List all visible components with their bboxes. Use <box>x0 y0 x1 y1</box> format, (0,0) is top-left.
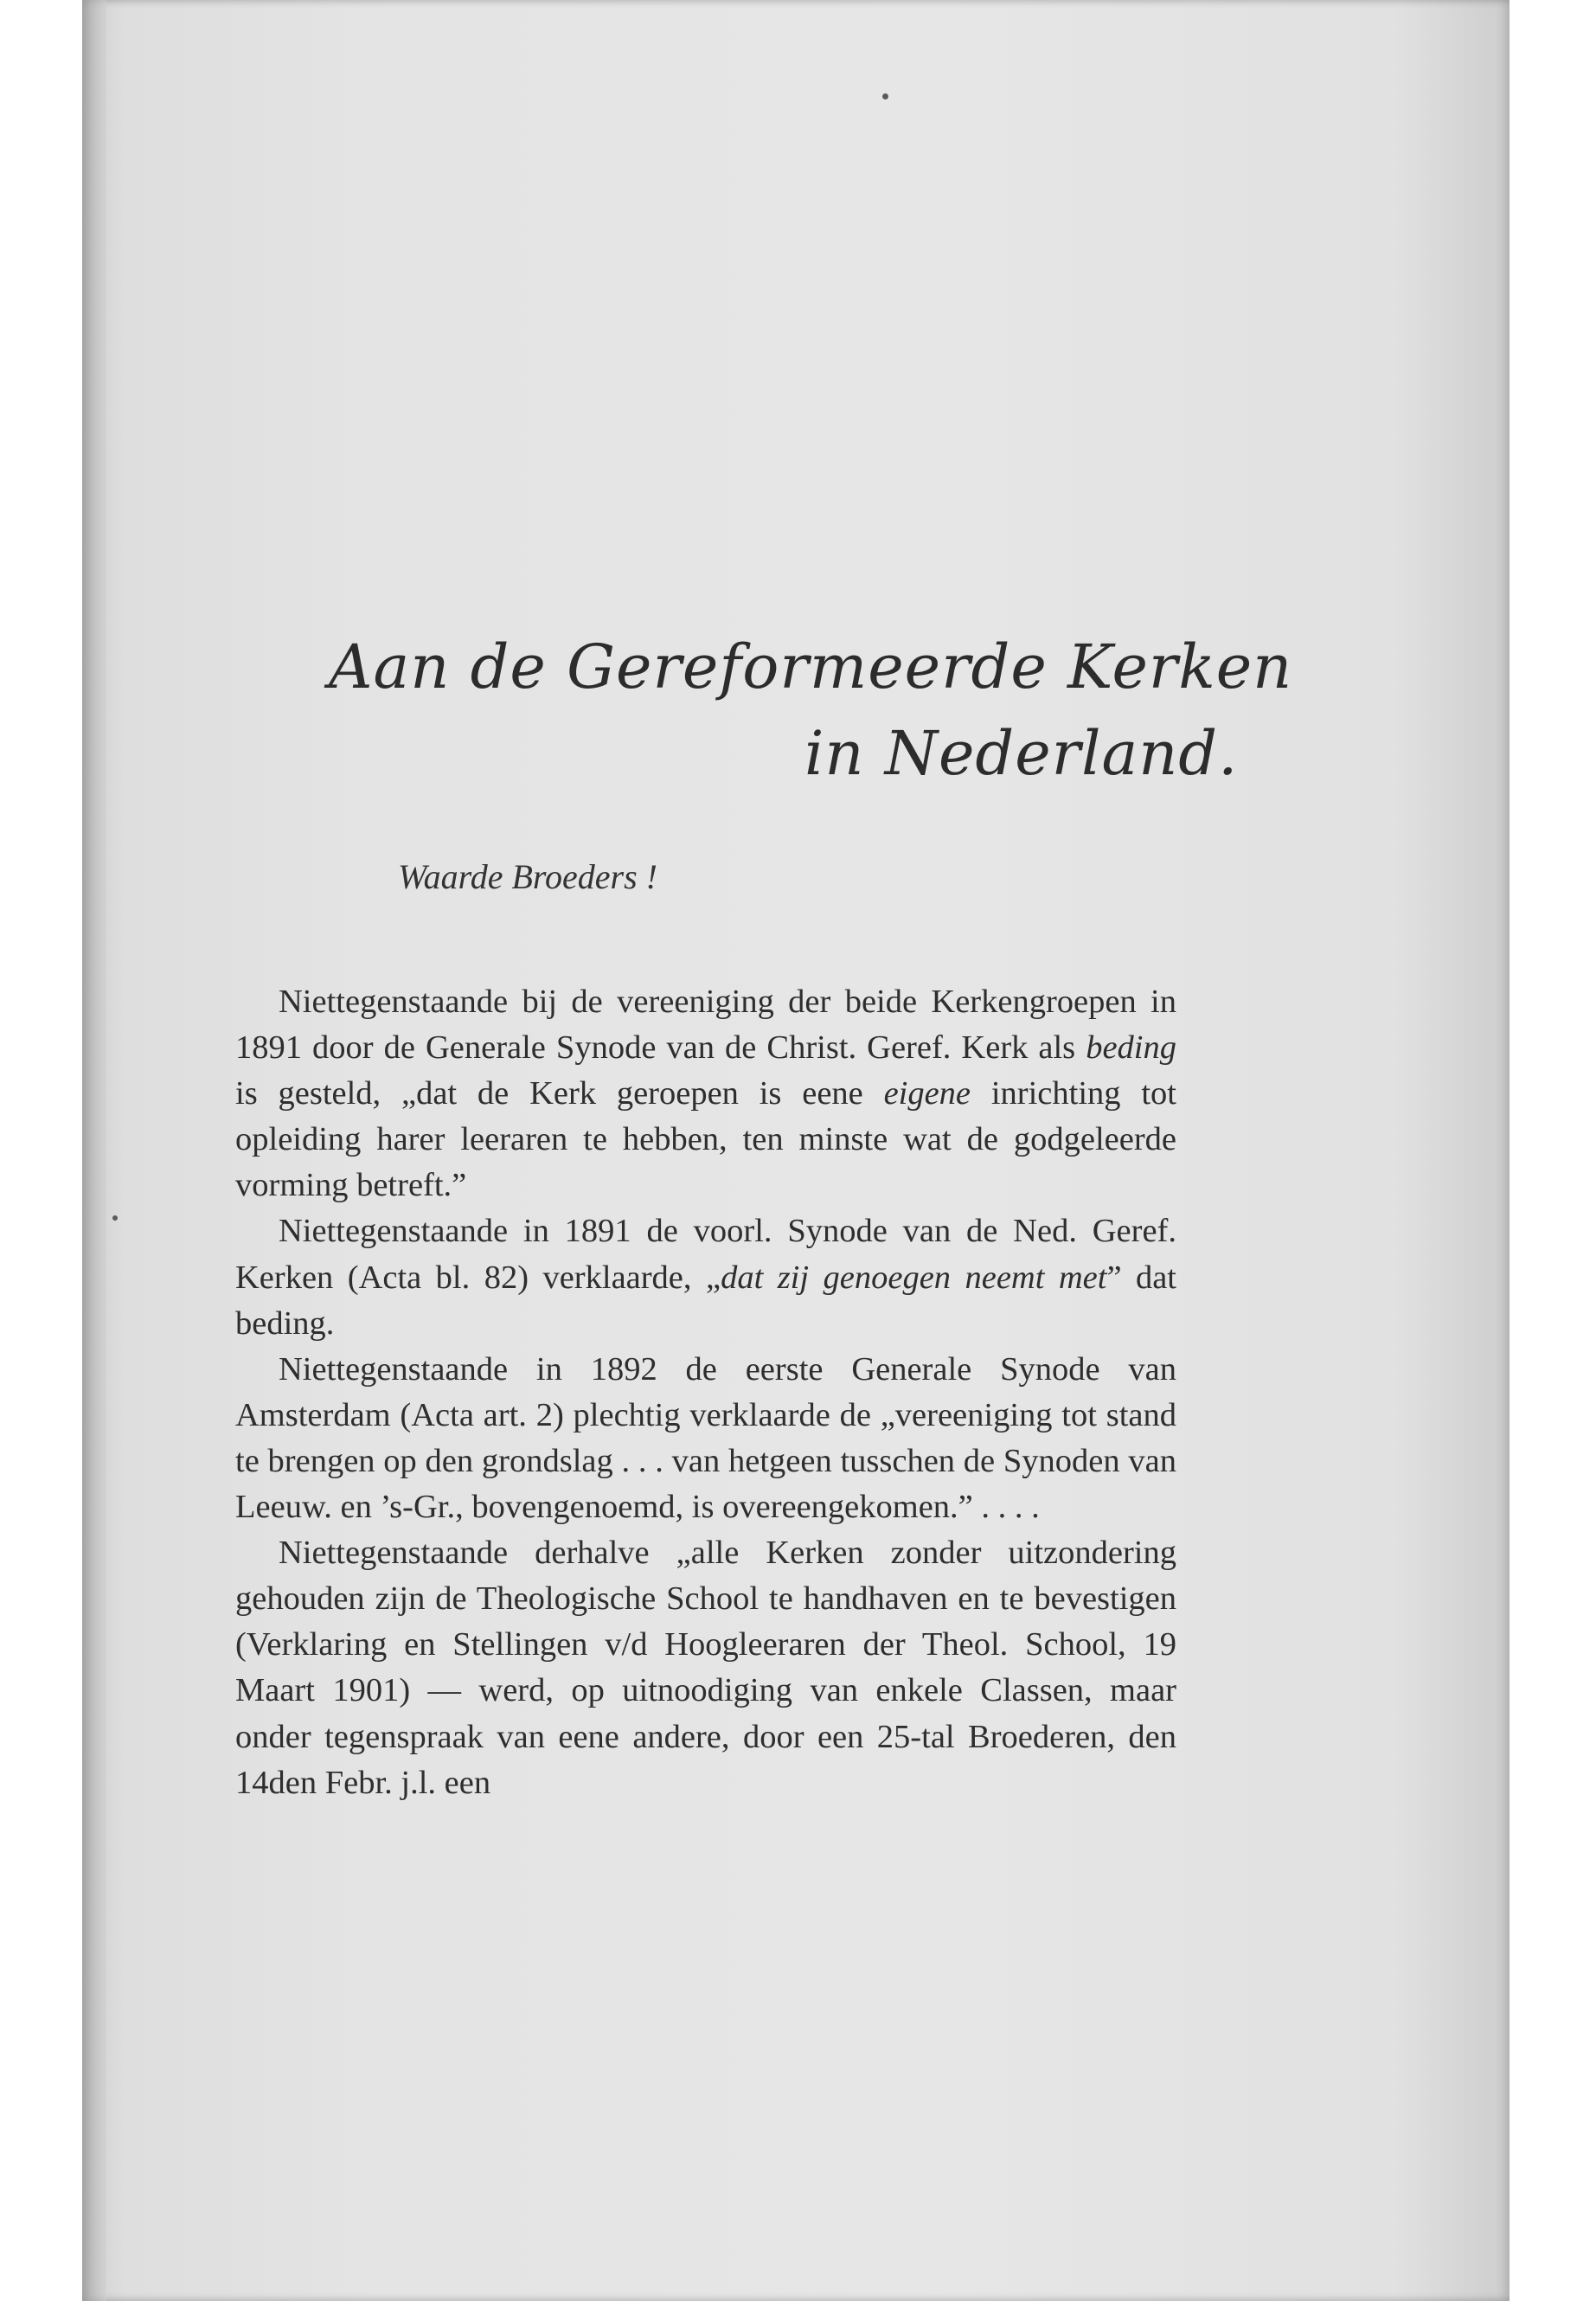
letter-body <box>235 979 1176 1806</box>
salutation: Waarde Broeders ! <box>398 857 657 896</box>
page-binding-shadow <box>82 0 106 2301</box>
paper-speck <box>112 1215 118 1221</box>
paragraph-3: Niettegenstaande in 1892 de eerste Generale Synode van Amsterdam (Acta art. 2) plechtig verklaarde de „vereeniging tot stand te brengen op den grondslag . . . van hetgeen tusschen de Synoden van Leeuw. en ’s-Gr., bovengenoemd, is overeengekomen.” . . . . <box>235 1350 1176 1526</box>
paper-speck <box>882 93 888 99</box>
letter-heading-line-2: in Nederland. <box>804 718 1239 789</box>
paragraph-1: Niettegenstaande bij de vereeniging der beide Kerkengroepen in 1891 door de Generale Synode van de Christ. Geref. Kerk als beding is gesteld, „dat de Kerk geroepen is eene eigene inrichting tot opleiding harer leeraren te hebben, ten minste wat de godgeleerde vorming betreft.” <box>235 984 1176 1204</box>
paragraph-2: Niettegenstaande in 1891 de voorl. Synode van de Ned. Geref. Kerken (Acta bl. 82) verklaarde, „dat zij genoegen neemt met” dat beding. <box>235 1213 1177 1342</box>
letter-heading-line-1: Aan de Gereformeerde Kerken <box>329 631 1293 702</box>
paragraph-4: Niettegenstaande derhalve „alle Kerken zonder uitzondering gehouden zijn de Theologische School te handhaven en te bevestigen (Verklaring en Stellingen v/d Hoogleeraren der Theol. School, 19 Maart 1901) — werd, op uitnoodiging van enkele Classen, maar onder tegenspraak van eene andere, door een 25-tal Broederen, den 14den Febr. j.l. een <box>235 1535 1176 1801</box>
